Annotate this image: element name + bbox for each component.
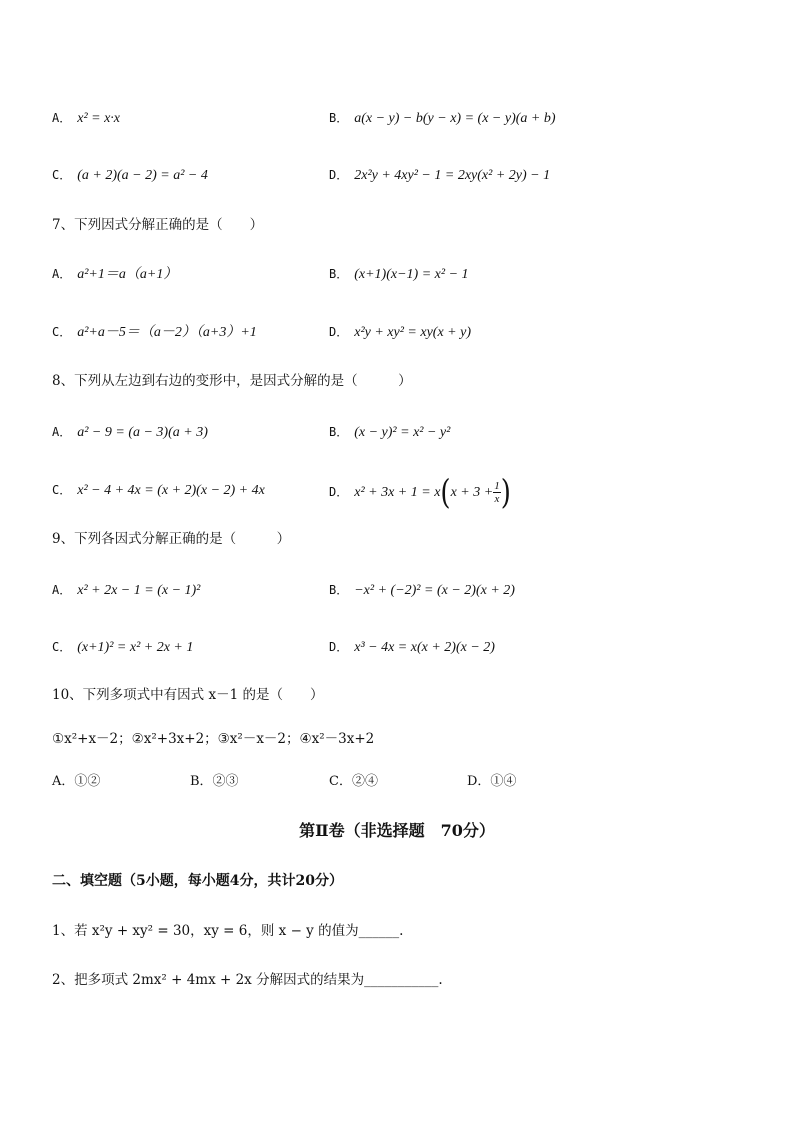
q8-stem: 8、下列从左边到右边的变形中，是因式分解的是（ ）	[52, 373, 412, 389]
q6-row-cd	[52, 165, 754, 186]
q8-row-cd	[52, 473, 754, 512]
q9-option-a[interactable]: A． x² + 2x − 1 = (x − 1)²	[52, 583, 201, 598]
q9-row-ab	[52, 580, 754, 601]
q6-option-b[interactable]: B． a(x − y) − b(y − x) = (x − y)(a + b)	[329, 111, 556, 126]
q10-option-d[interactable]: D．①④	[467, 774, 517, 789]
q7-option-c[interactable]: C． a²+a－5＝（a－2）（a+3）+1	[52, 325, 257, 340]
right-paren: )	[500, 473, 511, 512]
q8-option-a[interactable]: A． a² − 9 = (a − 3)(a + 3)	[52, 425, 208, 440]
q9-option-b[interactable]: B． −x² + (−2)² = (x − 2)(x + 2)	[329, 583, 515, 598]
q6-option-c[interactable]: C． (a + 2)(a − 2) = a² − 4	[52, 168, 208, 183]
fill-question-2: 2、把多项式 2mx² + 4mx + 2x 分解因式的结果为___________.	[52, 972, 443, 988]
q10-stem: 10、下列多项式中有因式 x－1 的是（ ）	[52, 687, 324, 703]
q9-row-cd	[52, 637, 754, 658]
fill-question-1: 1、若 x²y + xy² = 30，xy = 6，则 x − y 的值为______.	[52, 923, 404, 939]
q7-option-b[interactable]: B． (x+1)(x−1) = x² − 1	[329, 267, 469, 282]
q7-option-d[interactable]: D． x²y + xy² = xy(x + y)	[329, 325, 472, 340]
q9-stem: 9、下列各因式分解正确的是（ ）	[52, 531, 291, 547]
part-heading: 二、填空题（5小题，每小题4分，共计20分）	[52, 873, 343, 889]
fraction-one-over-x: $\frac{1}{x}$	[494, 480, 500, 505]
q8-row-ab	[52, 422, 754, 443]
q7-row-cd	[52, 322, 754, 343]
q7-row-ab	[52, 264, 754, 285]
q8-option-d[interactable]: D． x² + 3x + 1 = x(x + 3 + $\frac{1}{x}$ )	[329, 473, 511, 512]
q6-row-ab	[52, 108, 754, 129]
q7-stem: 7、下列因式分解正确的是（ ）	[52, 217, 264, 233]
q10-items: ①x²+x－2；②x²+3x+2；③x²－x－2；④x²－3x+2	[52, 731, 375, 747]
left-paren: (	[440, 473, 451, 512]
q6-option-a[interactable]: A． x² = x·x	[52, 111, 121, 126]
q8-option-b[interactable]: B． (x − y)² = x² − y²	[329, 425, 451, 440]
q10-option-a[interactable]: A．①②	[52, 774, 101, 789]
q7-option-a[interactable]: A． a²+1＝a（a+1）	[52, 267, 178, 282]
q10-option-b[interactable]: B．②③	[190, 774, 239, 789]
q9-option-c[interactable]: C． (x+1)² = x² + 2x + 1	[52, 640, 194, 655]
q6-option-d[interactable]: D． 2x²y + 4xy² − 1 = 2xy(x² + 2y) − 1	[329, 168, 551, 183]
section-title: 第Ⅱ卷（非选择题 70分）	[299, 821, 495, 840]
q9-option-d[interactable]: D． x³ − 4x = x(x + 2)(x − 2)	[329, 640, 495, 655]
q10-option-c[interactable]: C．②④	[329, 774, 378, 789]
q8-option-c[interactable]: C． x² − 4 + 4x = (x + 2)(x − 2) + 4x	[52, 483, 265, 498]
